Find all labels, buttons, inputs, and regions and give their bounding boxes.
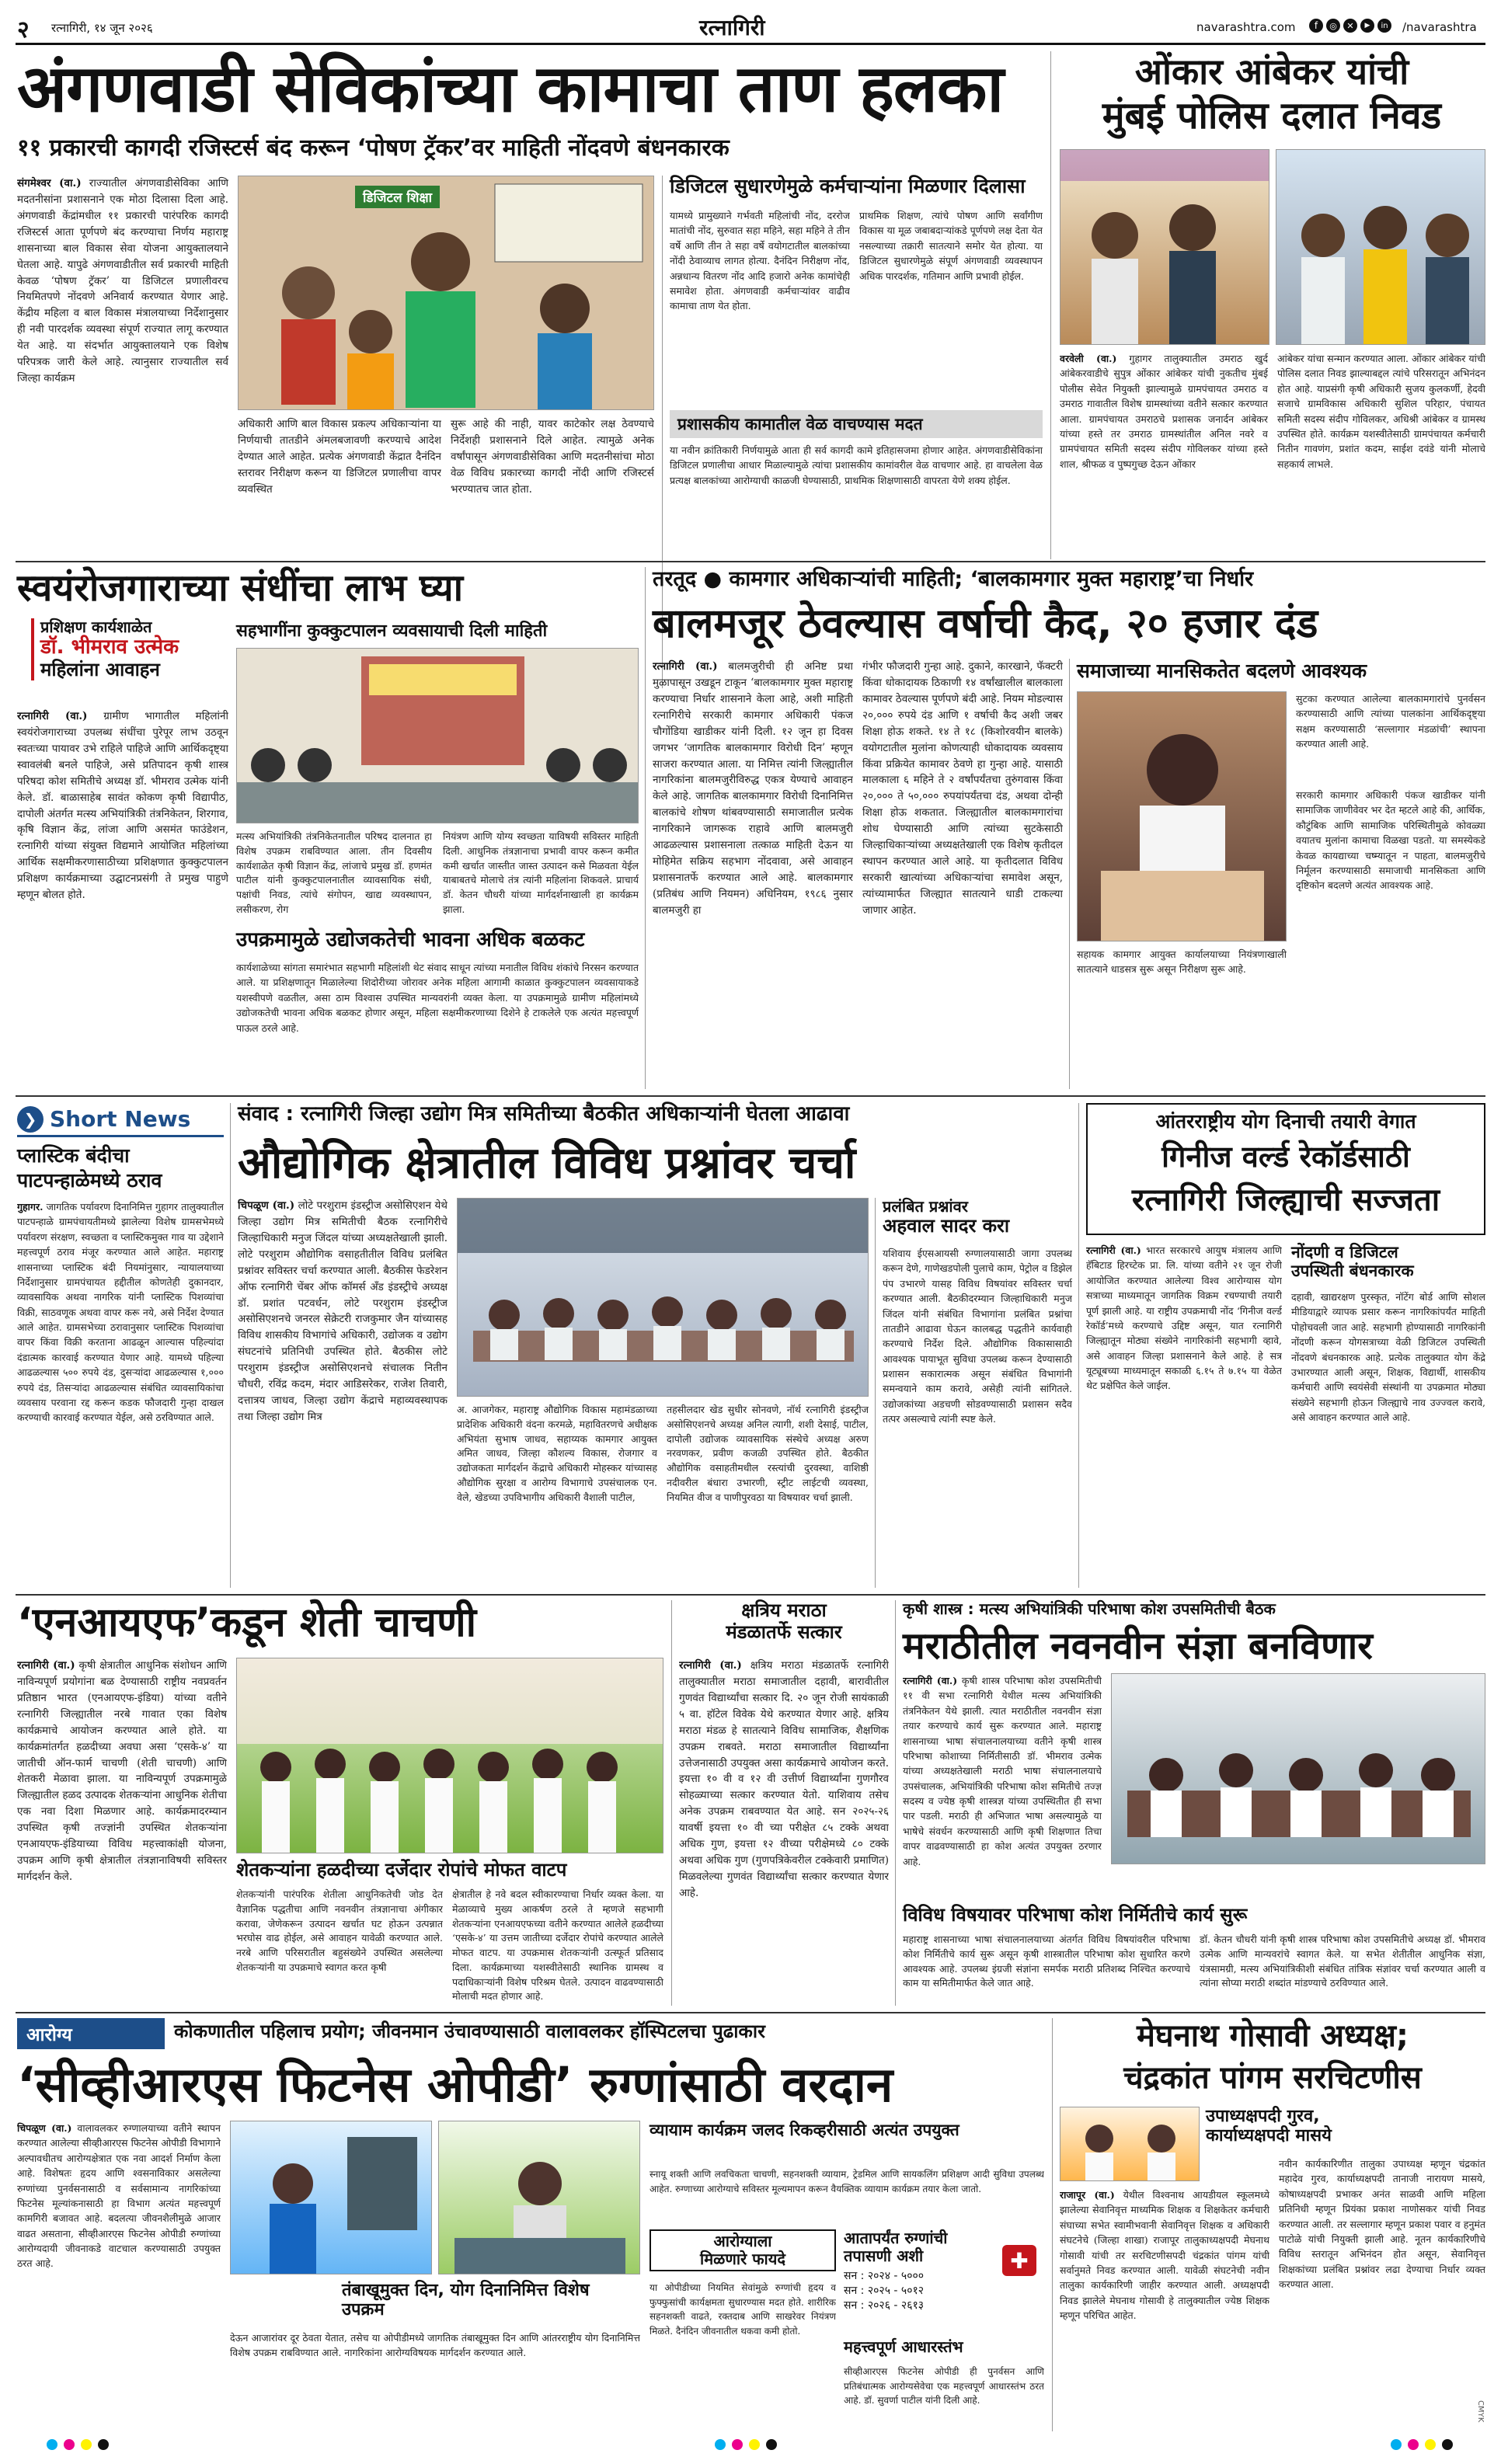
health-kicker: कोकणातील पहिलाच प्रयोग; जीवनमान उंचावण्यासाठी वालावलकर हॉस्पिटलचा पुढाकार: [174, 2020, 765, 2042]
health-sub4-body: सीव्हीआरएस फिटनेस ओपीडी ही पुनर्वसन आणि प्रतिबंधात्मक आरोग्यसेवेचा एक महत्त्वपूर्ण आधारस्तंभ ठरत आहे. डॉ. सुवर्णा पाटील यांनी दिली आहे.: [844, 2366, 1044, 2407]
story1-box-col1: यामध्ये प्रामुख्याने गर्भवती महिलांची नोंद, दररोज मातांची नोंद, सुरुवात सहा महिने, सहा महिने ते तीन वर्षे आणि तीन ते सहा वर्षे वयोगटातील बालकांच्या नोंदी ठेवाव्याच लागत होत्या. दैनंदिन निरीक्षण नोंद, अन्नधान्य वितरण नोंद आदि हजारो अनेक कामांचेही समावेश होता. अंगणवाडी कर्मचाऱ्यांवर वाढीव कामाचा ताण येत होता.: [670, 210, 850, 312]
story4-photo-caption: सहायक कामगार आयुक्त कार्यालयाच्या नियंत्रणाखाली सातत्याने धाडसत्र सुरू असून निरीक्षण सुरू आहे.: [1077, 948, 1287, 975]
site-url[interactable]: navarashtra.com: [1196, 20, 1296, 34]
social-handle[interactable]: /navarashtra: [1402, 20, 1477, 34]
masthead: [16, 11, 1485, 45]
short-news-body: गुहागर. जागतिक पर्यावरण दिनानिमित्त गुहागर तालुक्यातील पाटपन्हाळे ग्रामपंचायतीमध्ये झालेल्या विशेष ग्रामसभेमध्ये पर्यावरण संरक्षण, स्वच्छता व प्लास्टिकमुक्त गाव या उद्देशाने महत्त्वपूर्ण ठराव मंजूर करण्यात आले आहेत. महाराष्ट्र शासनाच्या प्लास्टिक बंदी नियमांनुसार, न्यायालयाच्या निर्देशानुसार ग्रामपंचायत हद्दीतील कोणतेही दुकानदार, व्यावसायिक अथवा नागरिक यांनी प्लास्टिक पिशव्यांचा विक्री, साठवणूक अथवा वापर करू नये, असे निर्देश देण्यात आले आहेत. ग्रामसभेच्या ठरावानुसार प्लास्टिक पिशव्यांचा वापर किंवा विक्री करताना आढळून आल्यास पहिल्यांदा दंडात्मक कारवाई करण्यात येणार आहे. यामध्ये पहिल्या आढळल्यास ५०० रुपये दंड, दुसऱ्यांदा आढळल्यास १,००० रुपये दंड, तिसऱ्यांदा आढळल्यास संबंधित व्यावसायिकांचा व्यवसाय परवाना रद्द करून कडक फौजदारी गुन्हा दाखल करण्याची कारवाई करण्यात येईल, असे ठरविण्यात आले.: [17, 1201, 224, 1424]
story4-headline: बालमजूर ठेवल्यास वर्षाची कैद, २० हजार दंड: [653, 600, 1318, 647]
health-tag: आरोग्य: [17, 2018, 165, 2049]
story6-head-box: आंतरराष्ट्रीय योग दिनाची तयारी वेगात गिनीज वर्ल्ड रेकॉर्डसाठी रत्नागिरी जिल्ह्याची सज्जता: [1086, 1103, 1485, 1235]
health-sub2-body: देऊन आजारांवर दूर ठेवता येतात, तसेच या ओपीडीमध्ये जागतिक तंबाखूमुक्त दिन आणि आंतरराष्ट्रीय योग दिनानिमित्त विशेष उपक्रम राबविण्यात आले. नागरिकांना आरोग्यविषयक मार्गदर्शन करण्यात आले.: [230, 2332, 640, 2359]
registration-marks-left: [47, 2439, 109, 2450]
story8-head: क्षत्रिय मराठा मंडळातर्फे सत्कार: [726, 1599, 842, 1643]
health-col1: चिपळूण (वा.) वालावलकर रुग्णालयाच्या वतीने स्थापन करण्यात आलेल्या सीव्हीआरएस फिटनेस ओपीडी विभागाने अल्पावधीतच आरोग्यक्षेत्रात एक नवा आदर्श निर्माण केला आहे. विशेषतः हृदय आणि श्वसनाविकार असलेल्या रुग्णांच्या पुनर्वसनासाठी व सर्वसामान्य नागरिकांच्या फिटनेस मूल्यांकनासाठी हा विभाग अत्यंत महत्त्वपूर्ण कामगिरी बजावत आहे. बदलत्या जीवनशैलीमुळे आजार वाढत असताना, सीव्हीआरएस फिटनेस ओपीडी रुग्णांच्या आरोग्यदायी जीवनाकडे वाटचाल करण्यासाठी उपयुक्त ठरत आहे.: [17, 2122, 221, 2270]
story3-caption-1: मत्स्य अभियांत्रिकी तंत्रनिकेतनातील परिषद दालनात हा विशेष उपक्रम राबविण्यात आला. तीन दिवसीय कार्यशाळेत कृषी विज्ञान केंद्र, लांजाचे प्रमुख डॉ. हणमंत पाटील यांनी कुक्कुटपालनातील व्यावसायिक संधी, पक्षांची निवड, त्यांचे संगोपन, खाद्य व्यवस्थापन, लसीकरण, रोग: [236, 830, 432, 915]
story1-col3: सुरू आहे की नाही, यावर काटेकोर लक्ष ठेवण्याचे निर्देशही प्रशासनाने दिले आहेत. त्यामुळे अनेक वर्षांपासून अंगणवाडीसेविका आणि मदतनीसांचा मोठा वेळ विविध प्रकारच्या कागदी नोंदी आणि रजिस्टर्स भरण्यातच जात होता.: [451, 418, 654, 496]
linkedin-icon[interactable]: in: [1377, 19, 1391, 33]
story7-caption-1: शेतकऱ्यांनी पारंपरिक शेतीला आधुनिकतेची जोड देत वैज्ञानिक पद्धतीचा आणि नवनवीन तंत्रज्ञानाचा अंगीकार करावा, जेणेकरून उत्पादन खर्चात घट होऊन उत्पन्नात भरघोस वाढ होईल, असे आवाहन यावेळी करण्यात आले. नरबे आणि परिसरातील बहुसंख्येने उपस्थित असलेल्या शेतकऱ्यांनी या उपक्रमाचे स्वागत करत कृषी: [236, 1888, 443, 1973]
story1-box-col2: प्राथमिक शिक्षण, त्यांचे पोषण आणि सर्वांगीण विकास या मूळ जबाबदाऱ्यांकडे पूर्णपणे लक्ष देता येत नसल्याच्या तक्रारी सातत्याने समोर येत होत्या. या डिजिटल सुधारणेमुळे संपूर्ण अंगणवाडी व्यवस्थापन अधिक पारदर्शक, गतिमान आणि प्रभावी होईल.: [859, 210, 1043, 282]
story1-dateline: संगमेश्वर (वा.): [17, 177, 82, 190]
story9-kicker: कृषी शास्त्र : मत्स्य अभियांत्रिकी परिभाषा कोश उपसमितीची बैठक: [903, 1599, 1276, 1618]
story10-side-body: नवीन कार्यकारिणीत तालुका उपाध्यक्ष म्हणून चंद्रकांत महादेव गुरव, कार्याध्यक्षपदी तानाजी नारायण मासये, कोषाध्यक्षपदी प्रभाकर अनंत साळवी आणि महिला प्रतिनिधी म्हणून प्रियंका प्रकाश नाणोसकर यांची निवड करण्यात आली. तर सल्लागार म्हणून प्रकाश पवार व हनुमंत पाटोळे यांची नियुक्ती झाली आहे. नूतन कार्यकारिणीचे विविध स्तरातून अभिनंदन होत असून, सेवानिवृत्त शिक्षकांच्या प्रलंबित प्रश्नांवर लढा देण्याचा निर्धार व्यक्त करण्यात आला.: [1279, 2158, 1485, 2290]
story6-col1: रत्नागिरी (वा.) भारत सरकारचे आयुष मंत्रालय आणि हॅबिटाड हिरच्टेक प्रा. लि. यांच्या वतीने २१ जून रोजी आयोजित करण्यात आलेल्या विश्व आरोग्यास योग सत्राच्या माध्यमातून जागतिक विक्रम रचण्याची तयारी पूर्ण झाली आहे. या राष्ट्रीय उपक्रमाची नोंद ‘गिनीज वर्ल्ड रेकॉर्ड’मध्ये करण्याचे उद्दिष्ट असून, यात रत्नागिरी जिल्ह्यातून मोठ्या संख्येने नागरिकांनी सहभागी व्हावे, असे आवाहन जिल्हा प्रशासनाने केले आहे. हे सत्र यूट्यूबच्या माध्यमातून सकाळी ६.१५ ते ७.१५ या वेळेत थेट प्रक्षेपित केले जाईल.: [1086, 1244, 1282, 1392]
story3-subhead: सहभागींना कुक्कुटपालन व्यवसायाची दिली माहिती: [236, 621, 548, 641]
story5-side-body: यशिवाय ईएसआयसी रुग्णालयासाठी जागा उपलब्ध करून देणे, गाणेखडपोली पुलाचे काम, पेट्रोल व डिझेल पंप उभारणे यासह विविध विषयांवर सविस्तर चर्चा करण्यात आली. बैठकीदरम्यान जिल्हाधिकारी मनुज जिंदल यांनी संबंधित विभागांना प्रलंबित प्रश्नांचा तातडीने आढावा घेऊन कालबद्ध पद्धतीने कार्यवाही करण्याचे निर्देश दिले. औद्योगिक विकासासाठी आवश्यक पायाभूत सुविधा उपलब्ध करून देण्यासाठी प्रशासन सकारात्मक असून संबंधित विभागांनी समन्वयाने काम करावे, असेही त्यांनी सांगितले. उद्योजकांच्या अडचणी सोडवण्यासाठी प्रशासन सदैव तत्पर असल्याचे त्यांनी स्पष्ट केले.: [883, 1248, 1072, 1425]
story9-headline: मराठीतील नवनवीन संज्ञा बनविणार: [903, 1624, 1373, 1668]
section-name: रत्नागिरी: [699, 15, 765, 40]
classroom-photo-icon: [239, 176, 654, 410]
story7-headline: ‘एनआयएफ’कडून शेती चाचणी: [17, 1599, 477, 1646]
story2-col1: वरवेली (वा.) गुहागर तालुक्यातील उमराठ खुर्द आंबेकरवाडीचे सुपुत्र ओंकार आंबेकर यांची नुकतीच मुंबई पोलीस सेवेत नियुक्ती झाल्यामुळे ग्रामपंचायत उमराठ व उमराठ गावातील विशेष ग्रामस्थांच्या वतीने सत्कार करण्यात आला. ग्रामपंचायत उमराठचे प्रशासक जनार्दन आंबेकर यांच्या हस्ते तर उमराठ ग्रामस्थांतील अनिल नवरे व ग्रामपंचायत समिती सदस्य संदीप गोविलकर यांच्या हस्ते शाल, श्रीफळ व पुष्पगुच्छ देऊन ओंकार: [1060, 353, 1268, 470]
story3-col1: रत्नागिरी (वा.) ग्रामीण भागातील महिलांनी स्वयंरोजगाराच्या उपलब्ध संधींचा पुरेपूर लाभ उठवून स्वतःच्या पायावर उभे राहिले पाहिजे आणि आर्थिकदृष्ट्या स्वावलंबी बनले पाहिजे, असे प्रतिपादन कृषी शास्त्र परिषदा कोश समितीचे अध्यक्ष डॉ. भीमराव उत्मेक यांनी केले. डॉ. बाळासाहेब सावंत कोकण कृषी विद्यापीठ, दापोली अंतर्गत मत्स्य अभियांत्रिकी तंत्रनिकेतन, शिरगाव, कृषि विज्ञान केंद्र, लांजा आणि असमंत फाउंडेशन, रत्नागिरी यांच्या संयुक्त विद्यमाने आयोजित महिलांच्या आर्थिक सक्षमीकरणासाठीच्या प्रशिक्षणात कुक्कुटपालन प्रशिक्षण कार्यक्रमाच्या उद्घाटनप्रसंगी ते प्रमुख पाहुणे म्हणून बोलत होते.: [17, 710, 228, 902]
story4-kicker: तरतूद ● कामगार अधिकाऱ्यांची माहिती; ‘बालकामगार मुक्त महाराष्ट्र’चा निर्धार: [653, 567, 1254, 591]
story1-photo-label: डिजिटल शिक्षा: [355, 186, 440, 208]
health-sub1-body: स्नायू शक्ती आणि लवचिकता चाचणी, सहनशक्ती व्यायाम, ट्रेडमिल आणि सायकलिंग प्रशिक्षण आदी सुविधा उपलब्ध आहेत. रुग्णाच्या आरोग्याचे सविस्तर मूल्यमापन करून वैयक्तिक व्यायाम कार्यक्रम तयार केला जातो.: [650, 2169, 1044, 2194]
health-stat-1: सन : २०२५ - ५०१२: [844, 2285, 925, 2297]
health-sub4: महत्त्वपूर्ण आधारस्तंभ: [844, 2337, 963, 2356]
story4-photo: [1077, 691, 1287, 941]
short-news-head-2: पाटपन्हाळेमध्ये ठराव: [17, 1169, 162, 1192]
story10-side-head: उपाध्यक्षपदी गुरव, कार्याध्यक्षपदी मासये: [1206, 2107, 1332, 2146]
story8-body: रत्नागिरी (वा.) क्षत्रिय मराठा मंडळातर्फे रत्नागिरी तालुक्यातील मराठा समाजातील दहावी, बारावीतील गुणवंत विद्यार्थ्यांचा सत्कार दि. २० जून रोजी सायंकाळी ५ वा. हॉटेल विवेक येथे करण्यात येणार आहे. क्षत्रिय मराठा मंडळ हे सातत्याने विविध सामाजिक, शैक्षणिक उपक्रम राबवते. मराठा समाजातील विद्यार्थ्यांना उत्तेजनासाठी उपयुक्त असा कार्यक्रमाचे आयोजन करते. इयत्ता १० वी व १२ वी उत्तीर्ण विद्यार्थ्यांना गुणगौरव सोहळ्याच्या सत्कार करण्यात येतो. याशिवाय तसेच अनेक उपक्रम राबवण्यात येत आहे. सन २०२५-२६ यावर्षी इयत्ता १० वी च्या परीक्षेत ८५ टक्के अथवा अधिक गुण, इयत्ता १२ वीच्या परीक्षेमध्ये ८० टक्के अथवा अधिक गुण (गुणपत्रिकेवरील टक्केवारी प्रमाणित) मिळवलेल्या गुणवंत विद्यार्थ्यांचा सत्कार करण्यात येणार आहे.: [679, 1659, 889, 1899]
story5-kicker: संवाद : रत्नागिरी जिल्हा उद्योग मित्र समितीच्या बैठकीत अधिकाऱ्यांनी घेतला आढावा: [238, 1102, 850, 1126]
story2-photo-2: [1276, 149, 1485, 345]
story1-subhead: ११ प्रकारची कागदी रजिस्टर्स बंद करून ‘पोषण ट्रॅकर’वर माहिती नोंदवणे बंधनकारक: [17, 134, 730, 162]
story2-col2: आंबेकर यांचा सन्मान करण्यात आला. ओंकार आंबेकर यांची पोलिस दलात निवड झाल्याबद्दल त्यांचे परिसरातून अभिनंदन होत आहे. याप्रसंगी कृषी अधिकारी सुजय कुलकर्णी, हेदवी सजाचे ग्रामविकास अधिकारी सुशिल परिहार, पंचायत समिती सदस्य संदीप गोविलकर, अधिश्री आंबेकर व ग्रामस्थ उपस्थित होते. कार्यक्रम यशस्वीतेसाठी ग्रामपंचायत कर्मचारी नितीन गावणंग, प्रशांत कदम, साईश दवंडे यांनी मोलाचे सहकार्य लाभले.: [1277, 353, 1485, 470]
story9-photo: [1111, 1673, 1485, 1864]
page-date: रत्नागिरी, १४ जून २०२६: [51, 21, 153, 35]
story1-headline: अंगणवाडी सेविकांच्या कामाचा ताण हलका: [17, 50, 1004, 127]
registration-marks-center: [715, 2439, 777, 2450]
story3-photo: [236, 648, 639, 823]
story2-headline-2: मुंबई पोलिस दलात निवड: [1102, 94, 1442, 137]
registration-marks-right: [1391, 2439, 1453, 2450]
story6-side-body: दहावी, खाद्यरक्षण पुरस्कृत, नॉटेंग बोर्ड आणि सोशल मीडियाद्वारे व्यापक प्रसार करून नागरिकांपर्यंत माहिती पोहोचवली जात आहे. सहभागी होण्यासाठी नागरिकांनी नोंदणी करून योगसत्राच्या वेळी डिजिटल उपस्थिती नोंदवणे बंधनकारक आहे. प्रत्येक तालुक्यात योग केंद्रे उभारण्यात आली असून, शिक्षक, विद्यार्थी, शासकीय कर्मचारी आणि स्वयंसेवी संस्थांनी या उपक्रमात मोठ्या संख्येने सहभागी होऊन जिल्ह्याचे नाव उज्ज्वल करावे, असे आवाहन करण्यात आले आहे.: [1291, 1291, 1485, 1423]
story4-col2: गंभीर फौजदारी गुन्हा आहे. दुकाने, कारखाने, फॅक्टरी किंवा धोकादायक ठिकाणी १४ वर्षांखालील बालकाला कामावर ठेवल्यास पूर्णपणे बंदी आहे. नियम मोडल्यास २०,००० रुपये दंड आणि १ वर्षाची कैद अशी जबर शिक्षा होऊ शकते. १४ ते १८ (किशोरवयीन बालके) वयोगटातील मुलांना कोणत्याही धोकादायक व्यवसाय किंवा प्रक्रियेत कामावर ठेवणे हा गुन्हा आहे. यासाठी मालकाला ६ महिने ते २ वर्षांपर्यंतचा तुरुंगवास किंवा २०,००० ते ५०,००० रुपयांपर्यंतचा दंड, अथवा दोन्ही शिक्षा होऊ शकतात. जिल्ह्यातील बालकामगारांचा शोध घेण्यासाठी आणि त्यांच्या सुटकेसाठी जिल्हाधिकाऱ्यांच्या अध्यक्षतेखाली एक विशेष कृतीदल स्थापन करण्यात आले आहे. या कृतीदलात विविध सरकारी खात्यांच्या अधिकाऱ्यांचा समावेश असून, त्यांच्यामार्फत जिल्ह्यात सातत्याने धाडी टाकल्या जाणार आहेत.: [862, 660, 1063, 917]
story1-box-headline: डिजिटल सुधारणेमुळे कर्मचाऱ्यांना मिळणार दिलासा: [670, 175, 1026, 197]
story1-photo: [238, 176, 654, 410]
social-icons: [1309, 19, 1391, 33]
story3-subhead-2: उपक्रमामुळे उद्योजकतेची भावना अधिक बळकट: [236, 928, 585, 952]
story4-col1: रत्नागिरी (वा.) बालमजुरीची ही अनिष्ट प्रथा मुळापासून उखडून टाकून ‘बालकामगार मुक्त महाराष्ट्र करण्याचा निर्धार शासनाने केला आहे, अशी माहिती रत्नागिरीचे सरकारी कामगार अधिकारी पंकज चौगोंडिया खाडीकर यांनी दिली. १२ जून हा दिवस जगभर ‘जागतिक बालकामगार विरोधी दिन’ म्हणून साजरा करण्यात आला. या निमित्त त्यांनी जिल्ह्यातील नागरिकांना बालमजुरीविरुद्ध एकत्र येण्याचे आवाहन केले आहे. जागतिक बालकामगार विरोधी दिनानिमित्त बालकांचे शोषण थांबवण्यासाठी समाजातील प्रत्येक नागरिकाने जागरूक राहावे आणि बालमजुरी आढळल्यास प्रशासनाला तत्काळ माहिती देऊन या मोहिमेत सक्रिय सहभाग नोंदवावा, असे आवाहन प्रशासनातर्फे करण्यात आले आहे. बालकामगार (प्रतिबंध आणि नियमन) अधिनियम, १९८६ नुसार बालमजुरी हा: [653, 660, 853, 917]
story1-box2-body: या नवीन क्रांतिकारी निर्णयामुळे आता ही सर्व कागदी कामे इतिहासजमा होणार आहेत. अंगणवाडीसेविकांना डिजिटल प्रणालीचा आधार मिळाल्यामुळे त्यांचा प्रशासकीय कामांवरील वेळ वाचणार आहे. हा वाचलेला वेळ प्रत्यक्ष बालकांच्या आरोग्याची काळजी घेण्यासाठी, प्राथमिक शिक्षणासाठी वापरता येणे शक्य होईल.: [670, 444, 1043, 486]
story9-caption-2: डॉ. केतन चौधरी यांनी कृषी शास्त्र परिभाषा कोश उपसमितीचे अध्यक्ष डॉ. भीमराव उत्मेक आणि मान्यवरांचे स्वागत केले. या सभेत शेतीतील आधुनिक संज्ञा, यंत्रसामग्री, मत्स्य अभियांत्रिकीशी संबंधित तांत्रिक संज्ञांवर चर्चा करण्यात आली व त्यांना सोप्या मराठी शब्दांत मांडण्याचे ठरविण्यात आले.: [1200, 1933, 1485, 1989]
health-headline: ‘सीव्हीआरएस फिटनेस ओपीडी’ रुग्णांसाठी वरदान: [17, 2056, 893, 2113]
story7-photo: [236, 1658, 663, 1853]
story2-headline-1: ओंकार आंबेकर यांची: [1134, 50, 1409, 92]
story3-side-head: प्रशिक्षण कार्यशाळेत डॉ. भीमराव उत्मेक महिलांना आवाहन: [31, 618, 227, 680]
story5-side-head: प्रलंबित प्रश्नांवर अहवाल सादर करा: [883, 1197, 1010, 1237]
short-news-tag: ❯ Short News: [17, 1103, 224, 1137]
story7-subhead: शेतकऱ्यांना हळदीच्या दर्जेदार रोपांचे मोफत वाटप: [236, 1859, 567, 1881]
story4-side-col1: सुटका करण्यात आलेल्या बालकामगारांचे पुनर्वसन करण्यासाठी आणि त्यांच्या पालकांना आर्थिकदृष्ट्या सक्षम करण्यासाठी ‘सल्लागार मंडळांची’ स्थापना करण्यात आली आहे.: [1296, 693, 1485, 750]
story1-col1: संगमेश्वर (वा.) राज्यातील अंगणवाडीसेविका आणि मदतनीसांना प्रशासनाने एक मोठा दिलासा दिला आहे. अंगणवाडी केंद्रांमधील ११ प्रकारची पारंपरिक कागदी रजिस्टर्स आता पूर्णपणे बंद करण्याचा निर्णय महाराष्ट्र शासनाच्या बाल विकास सेवा योजना आयुक्तालयाने घेतला आहे. यापुढे अंगणवाडीतील सर्व प्रकारची माहिती केवळ ‘पोषण ट्रॅकर’ या डिजिटल प्रणालीवरच नियमितपणे नोंदवणे अनिवार्य करण्यात येणार आहे. केंद्रीय महिला व बाल विकास मंत्रालयाच्या निर्देशानुसार ही नवी पारदर्शक व्यवस्था संपूर्ण राज्यात लागू करण्यात येत आहे. या संदर्भात आयुक्तालयाने एक विशेष परिपत्रक जारी केले आहे. त्यानुसार राज्यातील सर्व जिल्हा कार्यक्रम: [17, 177, 228, 385]
first-aid-icon: ✚: [1002, 2245, 1036, 2276]
story2-photo-1: [1060, 149, 1269, 345]
story3-caption-2: नियंत्रण आणि योग्य स्वच्छता याविषयी सविस्तर माहिती दिली. आधुनिक तंत्रज्ञानाचा प्रभावी वापर करून कमीत कमी खर्चात जास्तीत जास्त उत्पादन कसे मिळवता येईल याबाबतचे मोलाचे तंत्र त्यांनी महिलांना शिकवले. प्राचार्य डॉ. केतन चौधरी यांच्या मार्गदर्शनाखाली हा कार्यक्रम झाला.: [443, 830, 639, 915]
story7-caption-2: क्षेत्रातील हे नवे बदल स्वीकारण्याचा निर्धार व्यक्त केला. या मेळाव्याचे मुख्य आकर्षण ठरले ते म्हणजे सहभागी शेतकऱ्यांना एनआयएफच्या वतीने करण्यात आलेले हळदीच्या ‘एसके-४’ या उत्तम जातीच्या दर्जेदार रोपांचे करण्यात आलेले मोफत वाटप. या उपक्रमास शेतकऱ्यांनी उत्स्फूर्त प्रतिसाद दिला. कार्यक्रमाच्या यशस्वीतेसाठी स्थानिक ग्रामस्थ व पदाधिकाऱ्यांनी विशेष परिश्रम घेतले. उत्पादन वाढवण्यासाठी मोलाची मदत होणार आहे.: [452, 1888, 663, 2003]
health-photo-2: [438, 2121, 640, 2274]
cmyk-mark: CMYK: [1476, 2400, 1485, 2423]
short-news-head-1: प्लास्टिक बंदीचा: [17, 1144, 130, 1167]
story5-caption-right: तहसीलदार खेड सुधीर सोनवणे, नॉर्थ रत्नागिरी इंडस्ट्रीज असोसिएशनचे अध्यक्ष अनिल त्यागी, शशी देसाई, पाटील, दापोली उद्योजक व्यावसायिक संस्थेचे अध्यक्ष अरुण नरवणकर, प्रवीण कजळी उपस्थित होते. बैठकीत औद्योगिक वसाहतीमधील रस्त्यांची दुरवस्था, वाशिष्ठी नदीवरील बंधारा उभारणी, स्ट्रीट लाईटची व्यवस्था, नियमित वीज व पाणीपुरवठा या विषयावर चर्चा झाली.: [667, 1404, 869, 1503]
youtube-icon[interactable]: ▶: [1360, 19, 1374, 33]
story9-caption-1: महाराष्ट्र शासनाच्या भाषा संचालनालयाच्या अंतर्गत विविध विषयांवरील परिभाषा कोश निर्मितीचे कार्य सुरू असून कृषी शास्त्रातील परिभाषा कोश सुधारित करणे आवश्यक आहे. उपलब्ध इंग्रजी संज्ञांना समर्पक मराठी प्रतिशब्द निश्चित करण्याचे काम या समितीमार्फत केले जात आहे.: [903, 1933, 1190, 1989]
arrow-right-icon: ❯: [17, 1106, 44, 1133]
story1-col2: अधिकारी आणि बाल विकास प्रकल्प अधिकाऱ्यांना या निर्णयाची तातडीने अंमलबजावणी करण्याचे आदेश देण्यात आले आहेत. प्रत्येक अंगणवाडी केंद्रात दैनंदिन स्तरावर निरीक्षण करून या डिजिटल प्रणालीचा वापर व्यवस्थित: [238, 418, 441, 496]
health-stat-2: सन : २०२६ - २६१३: [844, 2299, 925, 2312]
story4-side-headline: समाजाच्या मानसिकतेत बदलणे आवश्यक: [1077, 660, 1367, 682]
story6-side-head: नोंदणी व डिजिटल उपस्थिती बंधनकारक: [1291, 1243, 1414, 1281]
x-icon[interactable]: ✕: [1343, 19, 1357, 33]
story10-photo: [1060, 2107, 1200, 2181]
story10-col1: राजापूर (वा.) येथील विश्वनाथ आयडीयल स्कूलमध्ये झालेल्या सेवानिवृत्त माध्यमिक शिक्षक व शिक्षकेतर कर्मचारी संघाच्या सभेत स्वामीभवानी सेवानिवृत्त शिक्षक व अधिकारी संघटनेचे (जिल्हा शाखा) राजापूर तालुकाध्यक्षपदी मेघनाथ गोसावी यांची तर सरचिटणीसपदी चंद्रकांत पांगम यांची सर्वानुमते निवड करण्यात आली. यावेळी संघटनेची नवीन तालुका कार्यकारिणी जाहीर करण्यात आली. अध्यक्षपदी निवड झालेले मेघनाथ गोसावी हे तालुक्यातील ज्येष्ठ शिक्षक म्हणून परिचित आहेत.: [1060, 2189, 1269, 2321]
story9-col1: रत्नागिरी (वा.) कृषी शास्त्र परिभाषा कोश उपसमितीची ११ वी सभा रत्नागिरी येथील मत्स्य अभियांत्रिकी तंत्रनिकेतन येथे झाली. त्यात मराठीतील नवनवीन संज्ञा तयार करण्याचे कार्य सुरू करण्यात आले. महाराष्ट्र शासनाच्या भाषा संचालनालयाच्या वतीने कृषी शास्त्र परिभाषा कोशाच्या निर्मितीसाठी डॉ. भीमराव उत्मेक यांच्या अध्यक्षतेखाली मराठी भाषा संचालनालयाचे उपसंचालक, अभियांत्रिकी परिभाषा कोश समितीचे तज्ज्ञ सदस्य व ज्येष्ठ कृषी शास्त्रज्ञ यांच्या उपस्थितीत ही सभा पार पडली. मराठी ही अभिजात भाषा असल्यामुळे या भाषेचे संवर्धन करण्यासाठी आणि कृषी शिक्षणात तिचा वापर वाढवण्यासाठी हा कोश अत्यंत उपयुक्त ठरणार आहे.: [903, 1675, 1102, 1867]
health-sub3-body: या ओपीडीच्या नियमित सेवांमुळे रुग्णांची हृदय व फुफ्फुसांची कार्यक्षमता सुधारण्यास मदत होते. शारीरिक सहनशक्ती वाढते, रक्तदाब आणि साखरेवर नियंत्रण मिळते. दैनंदिन जीवनातील थकवा कमी होतो.: [650, 2282, 836, 2337]
instagram-icon[interactable]: ◎: [1326, 19, 1340, 33]
story7-col1: रत्नागिरी (वा.) कृषी क्षेत्रातील आधुनिक संशोधन आणि नाविन्यपूर्ण प्रयोगांना बळ देण्यासाठी राष्ट्रीय नवप्रवर्तन प्रतिष्ठान भारत (एनआयएफ-इंडिया) यांच्या वतीने रत्नागिरी जिल्ह्यातील नरबे गावात एका विशेष कार्यक्रमाचे आयोजन करण्यात आले होते. या कार्यक्रमांतर्गत हळदीच्या अवघा असा ‘एसके-४’ या जातीची ऑन-फार्म चाचणी (शेती चाचणी) आणि शेतकरी मेळावा झाला. या नाविन्यपूर्ण उपक्रमामुळे जिल्ह्यातील हळद उत्पादक शेतकऱ्यांना आधुनिक शेतीचा एक नवा दिशा मिळणार आहे. कार्यक्रमादरम्यान उपस्थित कृषी तज्ज्ञांनी उपस्थित शेतकऱ्यांना एनआयएफ-इंडियाच्या विविध महत्त्वाकांक्षी योजना, उपक्रम आणि कृषी क्षेत्रातील तंत्रज्ञानाविषयी सविस्तर मार्गदर्शन केले.: [17, 1659, 227, 1883]
health-stat-0: सन : २०२४ - ५०००: [844, 2270, 925, 2282]
page-number: २: [17, 16, 30, 44]
story3-body-2: कार्यशाळेच्या सांगता समारंभात सहभागी महिलांशी थेट संवाद साधून त्यांच्या मनातील विविध शंकांचे निरसन करण्यात आले. या प्रशिक्षणातून मिळालेल्या शिदोरीच्या जोरावर अनेक महिला आगामी काळात कुक्कुटपालन व्यवसायाकडे यशस्वीपणे वळतील, असा ठाम विश्वास उपस्थित मान्यवरांनी व्यक्त केला. या उपक्रमामुळे ग्रामीण महिलांमध्ये उद्योजकतेची भावना अधिक बळकट होणार असून, महिला सक्षमीकरणाच्या दिशेने हे टाकलेले एक अत्यंत महत्त्वपूर्ण पाऊल ठरले आहे.: [236, 962, 639, 1034]
story9-subhead: विविध विषयावर परिभाषा कोश निर्मितीचे कार्य सुरू: [903, 1904, 1248, 1926]
story5-caption-mid: अ. आजगेकर, महाराष्ट्र औद्योगिक विकास महामंडळाच्या प्रादेशिक अधिकारी वंदना करमळे, महावितरणचे अधीक्षक अभियंता सुभाष जाधव, सहाय्यक कामगार आयुक्त अमित जाधव, जिल्हा कौशल्य विकास, रोजगार व उद्योजकता मार्गदर्शन केंद्राचे अधिकारी मोहस्कर यांच्यासह औद्योगिक सुरक्षा व आरोग्य विभागाचे उपसंचालक एन. वेले, खेडच्या उपविभागीय अधिकारी वैशाली पाटील,: [457, 1404, 657, 1503]
story3-headline: स्वयंरोजगाराच्या संधींचा लाभ घ्या: [17, 566, 464, 610]
story5-photo: [457, 1198, 869, 1397]
health-photo-1: [230, 2121, 432, 2274]
story4-side-col2: सरकारी कामगार अधिकारी पंकज खाडीकर यांनी सामाजिक जाणीवेवर भर देत म्हटले आहे की, आर्थिक, कौटुंबिक आणि सामाजिक परिस्थितीमुळे कोवळ्या वयातच मुलांना कामाचा विळखा पडतो. या समस्येकडे केवळ कायद्याच्या चष्म्यातून न पाहता, बालमजुरीचे निर्मूलन करण्यासाठी समाजाची मानसिकता आणि दृष्टिकोन बदलणे अत्यंत आवश्यक आहे.: [1296, 789, 1485, 892]
story5-col1: चिपळूण (वा.) लोटे परशुराम इंडस्ट्रीज असोसिएशन येथे जिल्हा उद्योग मित्र समितीची बैठक रत्नागिरीचे जिल्हाधिकारी मनुज जिंदल यांच्या अध्यक्षतेखाली झाली. लोटे परशुराम औद्योगिक वसाहतीतील विविध प्रलंबित प्रश्नांवर सविस्तर चर्चा करण्यात आली. बैठकीस फेडरेशन ऑफ रत्नागिरी चेंबर ऑफ कॉमर्स अँड इंडस्ट्रीचे अध्यक्ष डॉ. प्रशांत पटवर्धन, लोटे परशुराम इंडस्ट्रीज असोसिएशनचे जनरल सेक्रेटरी राजकुमार जैन यांच्यासह विविध शासकीय विभागांचे अधिकारी, उद्योजक व उद्योग संघटनांचे प्रतिनिधी उपस्थित होते. बैठकीस लोटे परशुराम इंडस्ट्रीज असोसिएशनचे संचालक नितीन चौधरी, रविंद्र कदम, मंदार आडिसरेकर, राजेश तिवारी, दत्तात्रय जाधव, जिल्हा उद्योग केंद्राचे महाव्यवस्थापक तथा जिल्हा उद्योग मित्र: [238, 1199, 448, 1423]
story10-headline-1: मेघनाथ गोसावी अध्यक्ष;: [1137, 2018, 1409, 2054]
health-sub1: व्यायाम कार्यक्रम जलद रिकव्हरीसाठी अत्यंत उपयुक्त: [650, 2121, 959, 2139]
facebook-icon[interactable]: f: [1309, 19, 1323, 33]
story1-box2-headline: प्रशासकीय कामातील वेळ वाचण्यास मदत: [670, 410, 1043, 438]
health-sub2: तंबाखूमुक्त दिन, योग दिनानिमित्त विशेष उपक्रम: [342, 2281, 590, 2320]
story10-headline-2: चंद्रकांत पांगम सरचिटणीस: [1123, 2060, 1422, 2096]
health-stats-box: आतापर्यंत रुग्णांची तपासणी अशी सन : २०२४ - ५००० सन : २०२५ - ५०१२ सन : २०२६ - २६१३: [844, 2229, 1044, 2330]
health-sub3-head: आरोग्याला मिळणारे फायदे: [650, 2229, 836, 2271]
story5-headline: औद्योगिक क्षेत्रातील विविध प्रश्नांवर चर्चा: [238, 1138, 856, 1188]
